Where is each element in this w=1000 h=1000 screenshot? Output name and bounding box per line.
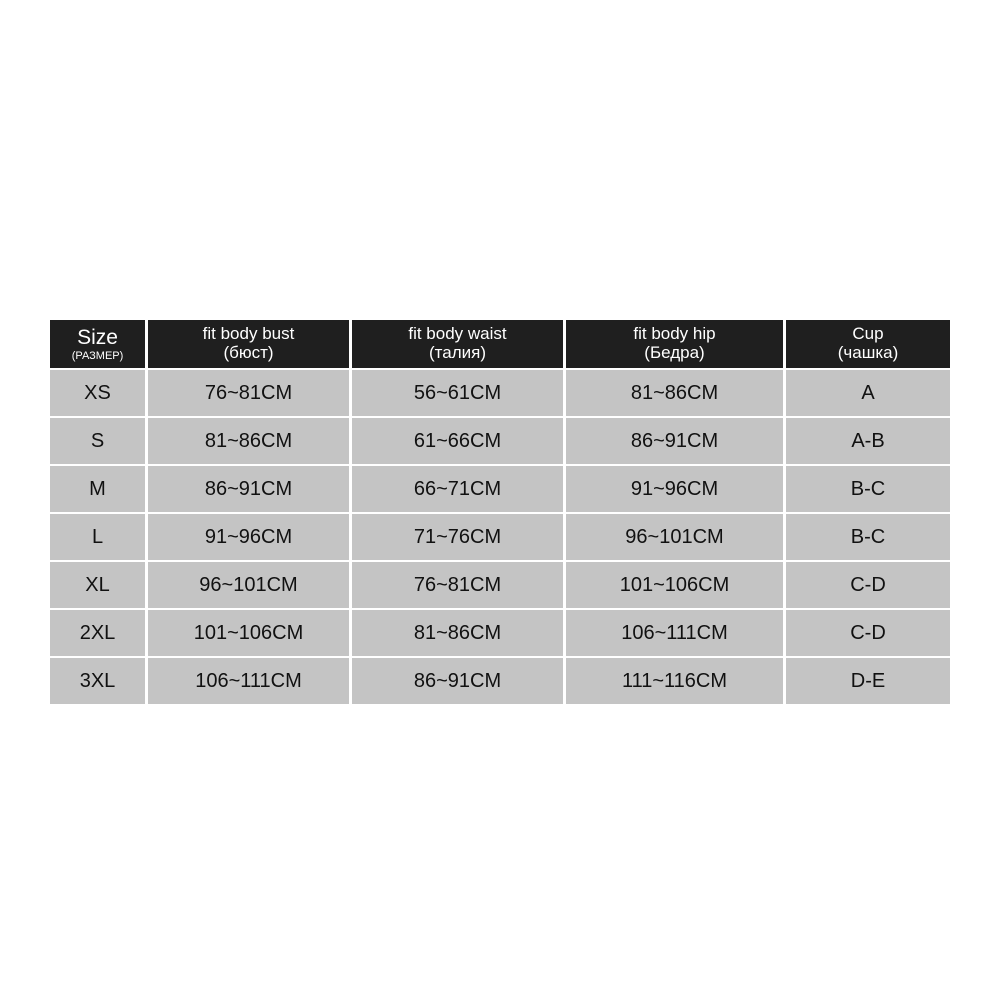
bust-cell: 86~91CM (148, 466, 352, 514)
waist-cell: 71~76CM (352, 514, 566, 562)
header-cup-sublabel: (чашка) (837, 343, 899, 362)
header-row (50, 320, 950, 370)
size-cell: L (50, 514, 148, 562)
hip-cell: 91~96CM (566, 466, 786, 514)
table-row (50, 418, 950, 466)
header-size (50, 320, 148, 370)
header-cup-label: Cup (852, 324, 884, 344)
hip-cell: 96~101CM (566, 514, 786, 562)
header-waist-label: fit body waist (408, 324, 507, 344)
header-hip-sublabel: (Бедра) (644, 343, 705, 362)
bust-cell: 91~96CM (148, 514, 352, 562)
size-chart-table (50, 320, 950, 704)
hip-cell: 81~86CM (566, 370, 786, 418)
bust-cell: 81~86CM (148, 418, 352, 466)
bust-cell: 76~81CM (148, 370, 352, 418)
hip-cell: 106~111CM (566, 610, 786, 658)
size-cell: 3XL (50, 658, 148, 704)
size-cell: M (50, 466, 148, 514)
hip-cell: 101~106CM (566, 562, 786, 610)
table-row (50, 370, 950, 418)
hip-cell: 86~91CM (566, 418, 786, 466)
size-cell: 2XL (50, 610, 148, 658)
hip-cell: 111~116CM (566, 658, 786, 704)
table-row (50, 514, 950, 562)
size-cell: XL (50, 562, 148, 610)
header-bust-sublabel: (бюст) (223, 343, 274, 362)
header-cup (786, 320, 950, 370)
cup-cell: C-D (786, 562, 950, 610)
table-row (50, 658, 950, 704)
waist-cell: 56~61CM (352, 370, 566, 418)
header-hip (566, 320, 786, 370)
waist-cell: 81~86CM (352, 610, 566, 658)
cup-cell: B-C (786, 466, 950, 514)
header-waist-sublabel: (талия) (429, 343, 486, 362)
cup-cell: C-D (786, 610, 950, 658)
waist-cell: 86~91CM (352, 658, 566, 704)
cup-cell: A-B (786, 418, 950, 466)
bust-cell: 96~101CM (148, 562, 352, 610)
size-cell: S (50, 418, 148, 466)
header-hip-label: fit body hip (633, 324, 716, 344)
cup-cell: D-E (786, 658, 950, 704)
table-row (50, 610, 950, 658)
table-row (50, 466, 950, 514)
cup-cell: B-C (786, 514, 950, 562)
waist-cell: 66~71CM (352, 466, 566, 514)
table-row (50, 562, 950, 610)
header-bust (148, 320, 352, 370)
cup-cell: A (786, 370, 950, 418)
size-cell: XS (50, 370, 148, 418)
header-size-sublabel: (РАЗМЕР) (71, 349, 124, 362)
waist-cell: 76~81CM (352, 562, 566, 610)
header-waist (352, 320, 566, 370)
waist-cell: 61~66CM (352, 418, 566, 466)
bust-cell: 106~111CM (148, 658, 352, 704)
header-size-label: Size (77, 326, 118, 350)
bust-cell: 101~106CM (148, 610, 352, 658)
header-bust-label: fit body bust (202, 324, 295, 344)
